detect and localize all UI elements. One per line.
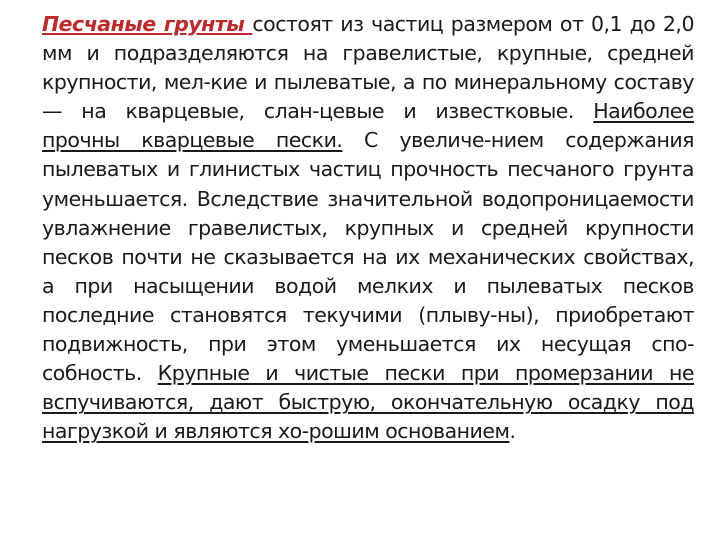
text-segment-composition: состоят из частиц размером от 0,1 до 2,0 мм и подразделяются на гравелистые, крупные, средней крупности, мел-кие и пылеватые, а по минеральному составу — на кварцевые, слан-цевые и известковые. [42,12,694,124]
body-paragraph [42,10,694,446]
heading-sand-soils: Песчаные грунты [42,12,253,36]
underlined-coarse-sands: Крупные и чистые пески при промерзании не вспучиваются, дают быструю, окончательную осадку под нагрузкой и являются хо-рошим основанием [42,361,694,444]
text-segment-end: . [509,419,516,444]
underlined-quartz-strength: Наиболее прочны кварцевые пески. [42,99,694,153]
text-segment-properties: С увеличе-нием содержания пылеватых и глинистых частиц прочность песчаного грунта уменьшается. Вследствие значительной водопроницаемости увлажнение гравелистых, крупных и средней крупности песков почти не сказывается на их механических свойствах, а при насыщении водой мелких и пылеватых песков последние становятся текучими (плыву-ны), приобретают подвижность, при этом уменьшается их несущая спо-собность. [42,128,694,386]
